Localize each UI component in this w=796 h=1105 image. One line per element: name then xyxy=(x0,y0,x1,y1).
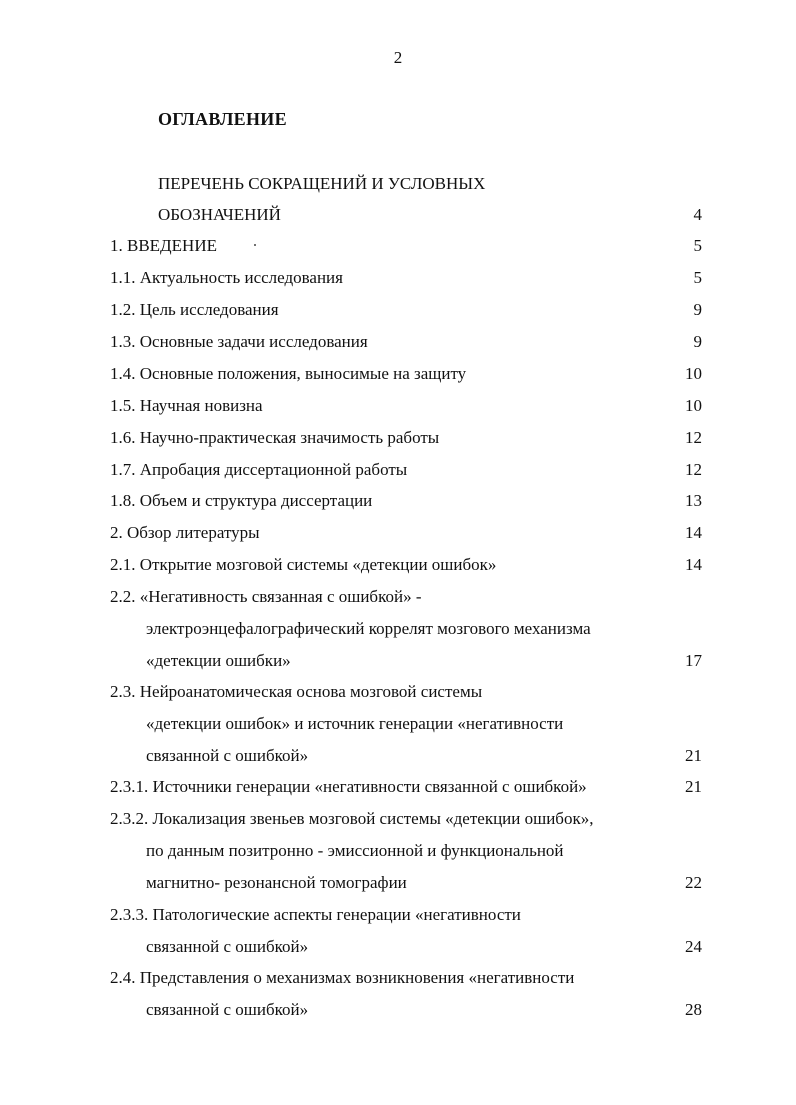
toc-entry-page-number: 28 xyxy=(685,1000,702,1019)
toc-entry-line: 1.1. Актуальность исследования xyxy=(110,268,343,287)
toc-entry-line: ПЕРЕЧЕНЬ СОКРАЩЕНИЙ И УСЛОВНЫХ xyxy=(158,174,486,193)
toc-entry-page-number: 14 xyxy=(685,555,702,574)
toc-entry-page-number: 17 xyxy=(685,651,702,670)
toc-entry-page-number: 24 xyxy=(685,937,702,956)
toc-entry-line: 1. ВВЕДЕНИЕ xyxy=(110,236,217,255)
toc-entry-line: «детекции ошибки» xyxy=(146,651,291,670)
toc-entry-page-number: 10 xyxy=(685,364,702,383)
toc-entry-line: магнитно- резонансной томографии xyxy=(146,873,407,892)
toc-entry-line: 1.8. Объем и структура диссертации xyxy=(110,491,373,510)
toc-entry-line: 2.4. Представления о механизмах возникновения «негативности xyxy=(110,968,575,987)
toc-entry-page-number: 21 xyxy=(685,746,702,765)
toc-entry-line: 2.3.1. Источники генерации «негативности связанной с ошибкой» xyxy=(110,777,587,796)
toc-entry-page-number: 4 xyxy=(693,205,702,224)
toc-title: ОГЛАВЛЕНИЕ xyxy=(158,109,287,129)
toc-entry-line: связанной с ошибкой» xyxy=(146,746,309,765)
toc-entry-line: связанной с ошибкой» xyxy=(146,1000,309,1019)
toc-entry-page-number: 12 xyxy=(685,460,702,479)
toc-entry-line: связанной с ошибкой» xyxy=(146,937,309,956)
toc-entry-line: 1.2. Цель исследования xyxy=(110,300,279,319)
toc-entry-line: 2.2. «Негативность связанная с ошибкой» - xyxy=(110,587,422,606)
toc-entry-page-number: 12 xyxy=(685,428,702,447)
toc-entry-line: 1.5. Научная новизна xyxy=(110,396,263,415)
scan-speck xyxy=(254,244,256,246)
toc-entry-page-number: 21 xyxy=(685,777,702,796)
toc-entry-line: электроэнцефалографический коррелят мозгового механизма xyxy=(146,619,591,638)
toc-entry-page-number: 22 xyxy=(685,873,702,892)
toc-entry-line: 2.3.2. Локализация звеньев мозговой системы «детекции ошибок», xyxy=(110,809,594,828)
page-number: 2 xyxy=(393,48,403,67)
toc-entry-page-number: 9 xyxy=(693,300,702,319)
toc-entry-line: 2.3. Нейроанатомическая основа мозговой системы xyxy=(110,682,483,701)
toc-entry-line: 2.3.3. Патологические аспекты генерации «негативности xyxy=(110,905,521,924)
toc-entry-page-number: 13 xyxy=(685,491,702,510)
toc-entry-line: ОБОЗНАЧЕНИЙ xyxy=(158,205,281,224)
toc-entry-line: 1.7. Апробация диссертационной работы xyxy=(110,460,408,479)
toc-entry-page-number: 14 xyxy=(685,523,702,542)
toc-entry-page-number: 10 xyxy=(685,396,702,415)
toc-entry-line: 2. Обзор литературы xyxy=(110,523,260,542)
toc-entry-line: по данным позитронно - эмиссионной и функциональной xyxy=(146,841,564,860)
toc-entry-line: 1.4. Основные положения, выносимые на защиту xyxy=(110,364,467,383)
toc-entry-page-number: 5 xyxy=(693,236,702,255)
toc-entry-page-number: 5 xyxy=(693,268,702,287)
toc-entry-line: 1.3. Основные задачи исследования xyxy=(110,332,368,351)
toc-entry-line: 1.6. Научно-практическая значимость работы xyxy=(110,428,440,447)
toc-entry-line: 2.1. Открытие мозговой системы «детекции ошибок» xyxy=(110,555,497,574)
toc-entry-page-number: 9 xyxy=(693,332,702,351)
toc-entry-line: «детекции ошибок» и источник генерации «негативности xyxy=(146,714,564,733)
